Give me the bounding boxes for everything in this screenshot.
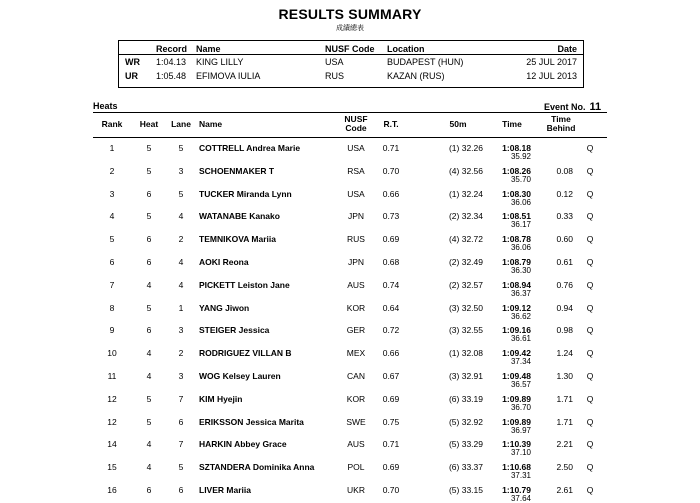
reaction-time: 0.69	[382, 234, 400, 245]
event-number: 11	[589, 101, 602, 113]
split-100m: 36.30	[510, 266, 531, 275]
athlete-name: KIM Hyejin	[199, 393, 243, 404]
qualified-mark: Q	[586, 439, 594, 450]
rank-cell: 8	[109, 302, 115, 313]
table-row	[93, 227, 607, 253]
time-behind: 2.50	[556, 462, 573, 473]
event-label-text: Event No.	[544, 102, 586, 112]
split-100m: 36.97	[510, 425, 531, 435]
heat-cell: 5	[146, 143, 152, 153]
table-row	[93, 387, 607, 410]
athlete-name: TUCKER Miranda Lynn	[199, 188, 292, 199]
final-time: 1:10.68	[502, 462, 531, 473]
lane-cell: 7	[178, 439, 184, 450]
nusf-code: AUS	[347, 279, 365, 290]
lane-cell: 4	[178, 279, 184, 290]
split-50m: (2) 32.34	[448, 211, 483, 222]
athlete-name: SCHOENMAKER T	[199, 165, 275, 176]
split-50m: (3) 32.50	[448, 302, 483, 313]
lane-cell: 3	[178, 165, 184, 176]
athlete-name: LIVER Mariia	[199, 485, 251, 495]
lane-cell: 5	[178, 188, 184, 199]
reaction-time: 0.71	[382, 143, 400, 153]
table-row	[93, 432, 607, 458]
rank-cell: 16	[107, 485, 117, 495]
split-50m: (6) 33.37	[448, 462, 483, 473]
qualified-mark: Q	[586, 279, 594, 290]
nusf-code: USA	[347, 188, 365, 199]
records-box	[118, 40, 584, 88]
athlete-name: RODRIGUEZ VILLAN B	[199, 348, 292, 359]
nusf-code: MEX	[346, 348, 366, 359]
rank-cell: 7	[109, 279, 115, 290]
rank-cell: 12	[107, 416, 117, 427]
heat-cell: 4	[146, 371, 152, 381]
records-header-date: Date	[557, 44, 577, 54]
lane-cell: 4	[178, 257, 184, 267]
split-50m: (1) 32.08	[448, 348, 483, 359]
qualified-mark: Q	[586, 371, 594, 381]
table-row	[93, 410, 607, 433]
col-nusf	[341, 115, 371, 133]
reaction-time: 0.74	[382, 279, 400, 290]
table-row	[93, 478, 607, 501]
nusf-code: GER	[346, 325, 366, 336]
split-100m: 37.34	[510, 357, 531, 367]
nusf-code: JPN	[347, 211, 365, 222]
nusf-code: UKR	[347, 485, 365, 495]
qualified-mark: Q	[586, 302, 594, 313]
reaction-time: 0.69	[382, 393, 400, 404]
records-header-nusf: NUSF Code	[325, 44, 375, 54]
record-date: 12 JUL 2013	[526, 71, 577, 81]
split-100m: 36.70	[510, 402, 531, 412]
reaction-time: 0.75	[382, 416, 400, 427]
split-100m: 36.62	[510, 311, 531, 321]
lane-cell: 4	[178, 211, 184, 222]
final-time: 1:08.18	[502, 143, 531, 153]
athlete-name: HARKIN Abbey Grace	[199, 439, 287, 450]
split-100m: 35.92	[510, 152, 531, 161]
records-header-record: Record	[156, 44, 188, 54]
heat-cell: 4	[146, 462, 152, 473]
final-time: 1:08.30	[502, 188, 531, 199]
split-100m: 37.64	[510, 494, 531, 503]
nusf-code: JPN	[347, 257, 365, 267]
split-100m: 36.17	[510, 220, 531, 230]
heats-label: Heats	[93, 101, 118, 111]
split-50m: (4) 32.56	[448, 165, 483, 176]
final-time: 1:08.78	[502, 234, 531, 245]
split-100m: 37.10	[510, 448, 531, 458]
col-name: Name	[199, 119, 223, 129]
table-row	[93, 296, 607, 319]
reaction-time: 0.70	[382, 165, 400, 176]
final-time: 1:09.42	[502, 348, 531, 359]
rank-cell: 12	[107, 393, 117, 404]
rank-cell: 9	[109, 325, 115, 336]
nusf-code: SWE	[346, 416, 366, 427]
table-row	[93, 318, 607, 344]
athlete-name: SZTANDERA Dominika Anna	[199, 462, 315, 473]
heat-cell: 6	[146, 325, 152, 336]
reaction-time: 0.64	[382, 302, 400, 313]
split-50m: (5) 32.92	[448, 416, 483, 427]
split-100m: 36.37	[510, 288, 531, 298]
col-nusf-line1: NUSF	[344, 114, 368, 124]
split-50m: (5) 33.15	[448, 485, 483, 495]
qualified-mark: Q	[586, 211, 594, 222]
qualified-mark: Q	[586, 348, 594, 359]
lane-cell: 7	[178, 393, 184, 404]
athlete-name: YANG Jiwon	[199, 302, 250, 313]
reaction-time: 0.71	[382, 439, 400, 450]
heat-cell: 5	[146, 416, 152, 427]
lane-cell: 5	[178, 143, 184, 153]
time-behind: 0.08	[556, 165, 573, 176]
rank-cell: 14	[107, 439, 117, 450]
final-time: 1:10.39	[502, 439, 531, 450]
split-100m: 36.06	[510, 197, 531, 207]
nusf-code: CAN	[347, 371, 365, 381]
reaction-time: 0.66	[382, 348, 400, 359]
reaction-time: 0.73	[382, 211, 400, 222]
rank-cell: 15	[107, 462, 117, 473]
record-row	[119, 57, 583, 69]
athlete-name: COTTRELL Andrea Marie	[199, 143, 301, 153]
split-50m: (1) 32.24	[448, 188, 483, 199]
heat-cell: 6	[146, 188, 152, 199]
table-row	[93, 273, 607, 296]
reaction-time: 0.68	[382, 257, 400, 267]
page-subtitle: 成績總表	[336, 25, 364, 32]
heat-cell: 5	[146, 211, 152, 222]
col-behind-line2: Behind	[546, 123, 576, 133]
nusf-code: KOR	[346, 393, 366, 404]
final-time: 1:08.26	[502, 165, 531, 176]
final-time: 1:10.79	[502, 485, 531, 495]
final-time: 1:09.89	[502, 393, 531, 404]
qualified-mark: Q	[586, 165, 594, 176]
split-50m: (1) 32.26	[448, 143, 483, 153]
heat-cell: 6	[146, 257, 152, 267]
qualified-mark: Q	[586, 416, 594, 427]
split-100m: 36.06	[510, 243, 531, 253]
reaction-time: 0.69	[382, 462, 400, 473]
heat-cell: 5	[146, 302, 152, 313]
rank-cell: 6	[109, 257, 115, 267]
heat-cell: 6	[146, 234, 152, 245]
rank-cell: 11	[107, 371, 117, 381]
heat-cell: 4	[146, 279, 152, 290]
record-type: WR	[125, 57, 140, 67]
final-time: 1:08.94	[502, 279, 531, 290]
nusf-code: AUS	[347, 439, 365, 450]
heat-cell: 5	[146, 393, 152, 404]
final-time: 1:09.48	[502, 371, 531, 381]
record-type: UR	[125, 71, 138, 81]
nusf-code: KOR	[346, 302, 366, 313]
record-time: 1:04.13	[156, 57, 187, 67]
final-time: 1:09.89	[502, 416, 531, 427]
lane-cell: 6	[178, 416, 184, 427]
reaction-time: 0.67	[382, 371, 400, 381]
qualified-mark: Q	[586, 257, 594, 267]
record-date: 25 JUL 2017	[526, 57, 577, 67]
col-rt: R.T.	[383, 119, 399, 129]
time-behind: 2.61	[556, 485, 573, 495]
athlete-name: WATANABE Kanako	[199, 211, 280, 222]
final-time: 1:09.16	[502, 325, 531, 336]
split-50m: (5) 33.29	[448, 439, 483, 450]
time-behind: 1.24	[556, 348, 573, 359]
final-time: 1:09.12	[502, 302, 531, 313]
split-50m: (3) 32.91	[448, 371, 483, 381]
rank-cell: 4	[109, 211, 115, 222]
split-50m: (2) 32.57	[448, 279, 483, 290]
nusf-code: USA	[347, 143, 365, 153]
time-behind: 0.12	[556, 188, 573, 199]
athlete-name: ERIKSSON Jessica Marita	[199, 416, 304, 427]
heat-cell: 5	[146, 165, 152, 176]
record-location: BUDAPEST (HUN)	[387, 57, 464, 67]
time-behind: 0.76	[556, 279, 573, 290]
record-name: KING LILLY	[196, 57, 244, 67]
nusf-code: RUS	[347, 234, 365, 245]
col-time: Time	[502, 119, 522, 129]
lane-cell: 3	[178, 325, 184, 336]
time-behind: 1.71	[556, 416, 573, 427]
final-time: 1:08.79	[502, 257, 531, 267]
split-100m: 37.31	[510, 471, 531, 481]
col-heat: Heat	[139, 119, 159, 129]
split-100m: 35.70	[510, 174, 531, 184]
qualified-mark: Q	[586, 234, 594, 245]
col-50m: 50m	[449, 119, 467, 129]
time-behind: 0.94	[556, 302, 573, 313]
athlete-name: PICKETT Leiston Jane	[199, 279, 290, 290]
split-100m: 36.57	[510, 380, 531, 389]
heat-cell: 4	[146, 348, 152, 359]
records-header-name: Name	[196, 44, 221, 54]
split-50m: (6) 33.19	[448, 393, 483, 404]
split-100m: 36.61	[510, 334, 531, 344]
lane-cell: 1	[178, 302, 184, 313]
rank-cell: 3	[109, 188, 115, 199]
reaction-time: 0.70	[382, 485, 400, 495]
table-row	[93, 204, 607, 230]
col-nusf-line2: Code	[345, 123, 367, 133]
table-row	[93, 364, 607, 387]
nusf-code: POL	[347, 462, 365, 473]
qualified-mark: Q	[586, 393, 594, 404]
results-table-header	[93, 112, 607, 138]
reaction-time: 0.72	[382, 325, 400, 336]
record-name: EFIMOVA IULIA	[196, 71, 261, 81]
heat-cell: 6	[146, 485, 152, 495]
records-header-location: Location	[387, 44, 425, 54]
record-code: USA	[325, 57, 344, 67]
rank-cell: 2	[109, 165, 115, 176]
final-time: 1:08.51	[502, 211, 531, 222]
lane-cell: 6	[178, 485, 184, 495]
qualified-mark: Q	[586, 462, 594, 473]
time-behind: 0.98	[556, 325, 573, 336]
rank-cell: 1	[109, 143, 115, 153]
lane-cell: 2	[178, 348, 184, 359]
split-50m: (4) 32.72	[448, 234, 483, 245]
rank-cell: 5	[109, 234, 115, 245]
col-behind-line1: Time	[551, 114, 571, 124]
col-rank: Rank	[101, 119, 123, 129]
col-time-behind	[543, 115, 579, 133]
page-title: RESULTS SUMMARY	[278, 6, 422, 22]
records-divider	[119, 54, 583, 55]
athlete-name: WOG Kelsey Lauren	[199, 371, 281, 381]
nusf-code: RSA	[347, 165, 365, 176]
athlete-name: AOKI Reona	[199, 257, 249, 267]
qualified-mark: Q	[586, 485, 594, 495]
record-row	[119, 71, 583, 83]
time-behind: 1.30	[556, 371, 573, 381]
record-time: 1:05.48	[156, 71, 187, 81]
table-row	[93, 250, 607, 273]
lane-cell: 3	[178, 371, 184, 381]
rank-cell: 10	[107, 348, 117, 359]
athlete-name: TEMNIKOVA Mariia	[199, 234, 276, 245]
heat-cell: 4	[146, 439, 152, 450]
time-behind: 2.21	[556, 439, 573, 450]
time-behind: 1.71	[556, 393, 573, 404]
split-50m: (3) 32.55	[448, 325, 483, 336]
qualified-mark: Q	[586, 188, 594, 199]
qualified-mark: Q	[586, 143, 594, 153]
qualified-mark: Q	[586, 325, 594, 336]
table-row	[93, 455, 607, 481]
time-behind: 0.60	[556, 234, 573, 245]
lane-cell: 2	[178, 234, 184, 245]
record-code: RUS	[325, 71, 345, 81]
table-row	[93, 341, 607, 367]
table-row	[93, 182, 607, 205]
athlete-name: STEIGER Jessica	[199, 325, 270, 336]
reaction-time: 0.66	[382, 188, 400, 199]
col-lane: Lane	[171, 119, 191, 129]
table-row	[93, 159, 607, 182]
lane-cell: 5	[178, 462, 184, 473]
table-row	[93, 136, 607, 159]
time-behind: 0.33	[556, 211, 573, 222]
split-50m: (2) 32.49	[448, 257, 483, 267]
time-behind: 0.61	[556, 257, 573, 267]
record-location: KAZAN (RUS)	[387, 71, 445, 81]
